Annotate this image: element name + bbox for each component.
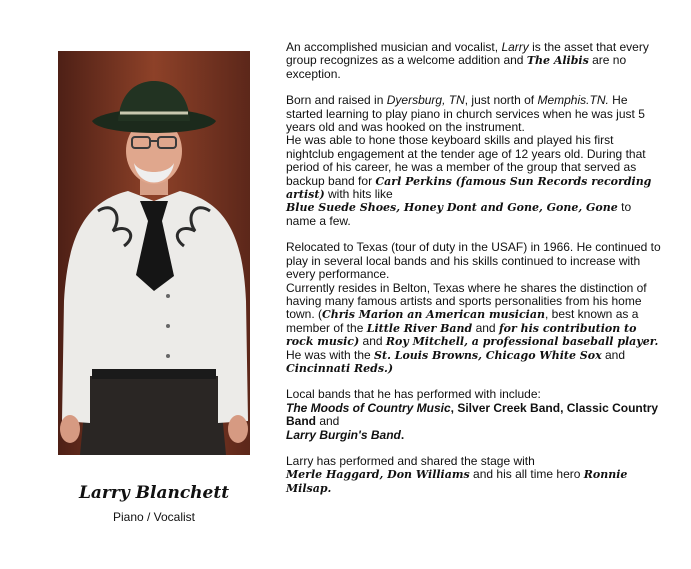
bio-text: to name a few. [286,200,632,228]
bio-little-river-band: Little River Band [366,321,473,335]
bio-paragraph-career [286,134,664,228]
bio-hits: Blue Suede Shoes, Honey Dont and Gone, Gone, Gone [286,201,618,215]
bio-text: Larry has performed and shared the stage with [286,453,535,468]
portrait-photo [58,51,250,455]
person-role: Piano / Vocalist [112,510,196,524]
bio-contribution: for his contribution to rock music) [286,321,637,349]
bio-text: with hits like [324,187,393,202]
bio-text: and [472,320,499,335]
bio-paragraph-texas [286,241,664,281]
bio-carl-perkins: Carl Perkins (famous Sun Records recording artist) [286,174,652,202]
bio-band-larry-burgin: Larry Burgin's Band [286,427,401,442]
bio-text: Relocated to Texas (tour of duty in the USAF) in 1966. He continued to play in several local bands and his skills continued to increase with every performance. [286,240,661,282]
bio-band-classic-country: Classic Country Band [286,400,659,429]
bio-hero: Ronnie Milsap. [286,468,628,495]
bio-city: Memphis.TN. [537,93,609,108]
bio-teams: St. Louis Browns, Chicago White Sox [374,348,602,362]
bio-text: Local bands that he has performed with include: [286,387,541,402]
bio-text: and [316,414,340,429]
portrait-illustration [58,51,250,455]
bio-paragraph-belton [286,282,664,376]
bio-band-silver-creek: Silver Creek Band [457,400,561,415]
bio-text: , best known as a member of the [286,307,639,335]
bio-text: are no exception. [286,53,627,81]
bio-text: , just north of [464,93,538,108]
bio-text: . [400,427,405,442]
bio-text: and his all time hero [469,467,584,482]
biography [286,41,664,508]
bio-artists: Merle Haggard, Don Williams [286,468,470,482]
bio-paragraph-origin [286,94,664,134]
bio-band-name: The Alibis [526,54,589,68]
bio-paragraph-local-bands [286,388,664,442]
bio-paragraph-stage [286,455,664,495]
bio-band-moods: The Moods of Country Music [286,400,451,415]
bio-separator: , [450,400,458,415]
bio-text: An accomplished musician and vocalist, [286,40,502,54]
bio-separator: , [560,400,567,415]
bio-text: Currently resides in Belton, Texas where he shares the distinction of having many famous artists and sports personalities from his home town. ( [286,280,647,322]
bio-town: Dyersburg, TN [386,93,465,108]
bio-text: He started learning to play piano in church services when he was just 5 years old and was hooked on the instrument. [286,93,645,135]
bio-chris-marion: Chris Marion an American musician [322,308,545,322]
bio-text: He was with the [286,347,375,362]
bio-roy-mitchell: Roy Mitchell, a professional baseball player. [385,335,659,349]
bio-name-italic: Larry [501,40,529,54]
bio-text: and [601,347,626,362]
bio-paragraph-intro [286,41,664,81]
bio-text: Born and raised in [286,93,387,108]
bio-text: and [359,334,386,349]
bio-text: is the asset that every group recognizes as a welcome addition and [286,40,649,68]
bio-reds: Cincinnati Reds.) [286,361,394,375]
bio-text: He was able to hone those keyboard skills and played his first nightclub engagement at the tender age of 12 years old. During that period of his career, he was a member of the group that served as backup band for [286,133,646,188]
person-name: Larry Blanchett [78,483,230,503]
